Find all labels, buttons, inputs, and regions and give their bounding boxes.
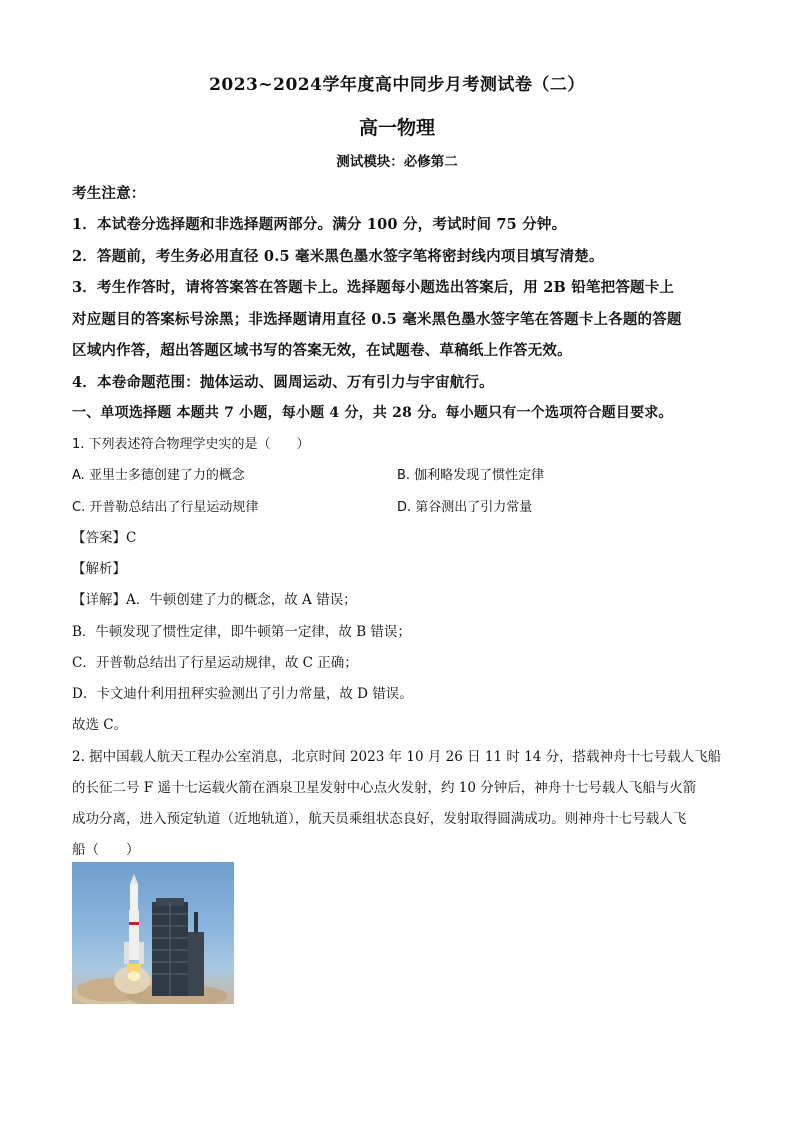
exam-title: 2023~2024学年度高中同步月考测试卷（二） xyxy=(209,75,585,95)
q1-option-a: A. 亚里士多德创建了力的概念 xyxy=(72,468,245,483)
q1-analysis-tag: 【解析】 xyxy=(72,561,126,577)
notice-item-2: 2．答题前，考生务必用直径 0.5 毫米黑色墨水签字笔将密封线内项目填写清楚。 xyxy=(72,248,604,265)
q2-stem-line-1: 2. 据中国载人航天工程办公室消息，北京时间 2023 年 10 月 26 日 11 时 14 分，搭载神舟十七号载人飞船 xyxy=(72,749,722,765)
q1-option-c: C. 开普勒总结出了行星运动规律 xyxy=(72,500,259,515)
notice-item-4: 4．本卷命题范围：抛体运动、圆周运动、万有引力与宇宙航行。 xyxy=(72,374,494,391)
notice-item-1: 1．本试卷分选择题和非选择题两部分。满分 100 分，考试时间 75 分钟。 xyxy=(72,216,567,233)
q2-stem-line-4: 船（ ） xyxy=(72,842,140,858)
q1-detail-line-2: B．牛顿发现了惯性定律，即牛顿第一定律，故 B 错误； xyxy=(72,624,411,640)
q1-detail-line-1 xyxy=(72,588,357,608)
notice-heading: 考生注意： xyxy=(72,185,146,202)
q1-conclusion: 故选 C。 xyxy=(72,717,128,733)
q1-answer xyxy=(72,526,136,546)
answer-tag: 【答案】 xyxy=(72,530,126,546)
rocket-launch-photo xyxy=(72,862,234,1004)
q2-stem-line-2: 的长征二号 F 遥十七运载火箭在酒泉卫星发射中心点火发射，约 10 分钟后，神舟十七号载人飞船与火箭 xyxy=(72,780,697,796)
q1-stem: 1. 下列表述符合物理学史实的是（ ） xyxy=(72,437,310,452)
q2-stem-line-3: 成功分离，进入预定轨道（近地轨道），航天员乘组状态良好，发射取得圆满成功。则神舟十七号载人飞 xyxy=(72,811,687,827)
notice-item-3-line-3: 区域内作答，超出答题区域书写的答案无效，在试题卷、草稿纸上作答无效。 xyxy=(72,342,572,359)
section-1-heading: 一、单项选择题 本题共 7 小题，每小题 4 分，共 28 分。每小题只有一个选项符合题目要求。 xyxy=(72,405,673,421)
exam-module: 测试模块：必修第二 xyxy=(336,154,458,170)
q1-option-b: B. 伽利略发现了惯性定律 xyxy=(397,468,545,483)
notice-item-3-line-1: 3．考生作答时，请将答案答在答题卡上。选择题每小题选出答案后，用 2B 铅笔把答题卡上 xyxy=(72,279,675,296)
exam-subject: 高一物理 xyxy=(358,117,435,139)
q1-detail-line-4: D．卡文迪什利用扭秤实验测出了引力常量，故 D 错误。 xyxy=(72,686,413,702)
detail-tag: 【详解】 xyxy=(72,592,126,608)
detail-text: A．牛顿创建了力的概念，故 A 错误； xyxy=(126,592,357,608)
notice-item-3-line-2: 对应题目的答案标号涂黑；非选择题请用直径 0.5 毫米黑色墨水签字笔在答题卡上各题的答题 xyxy=(72,311,682,328)
q1-detail-line-3: C．开普勒总结出了行星运动规律，故 C 正确； xyxy=(72,655,358,671)
q1-option-d: D. 第谷测出了引力常量 xyxy=(397,500,533,515)
answer-value: C xyxy=(126,530,137,546)
